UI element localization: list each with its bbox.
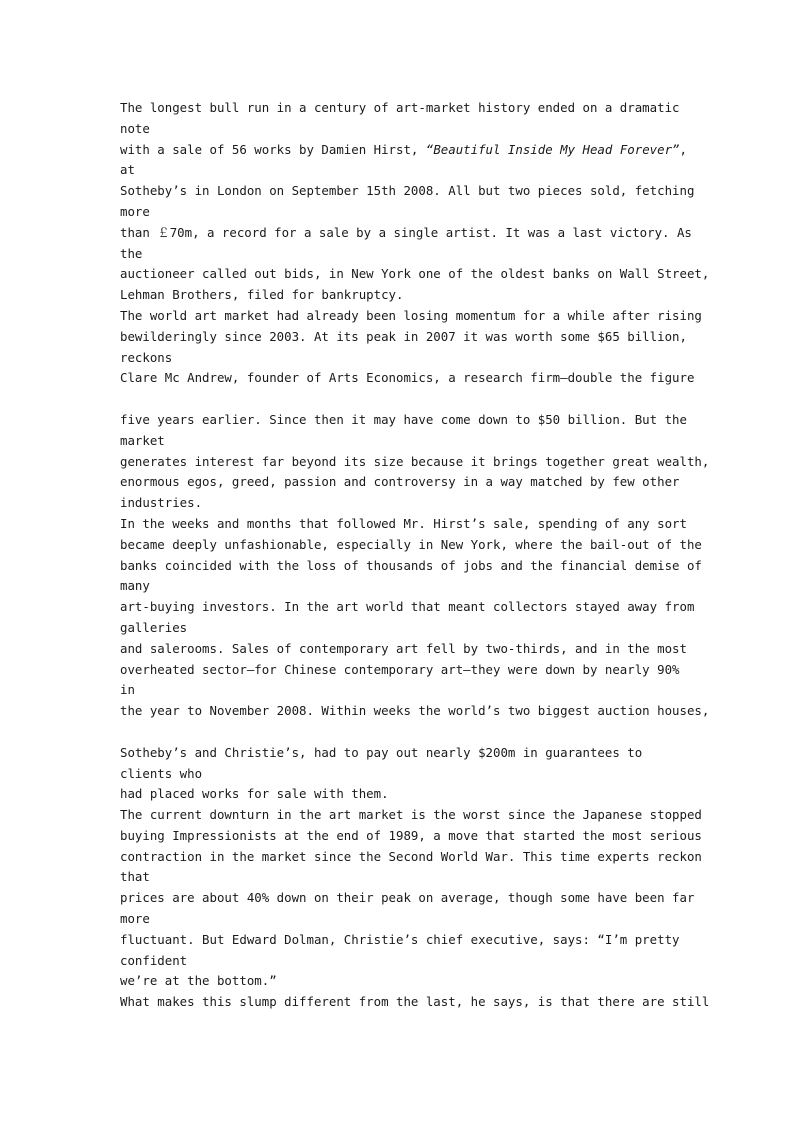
text-line: Sotheby’s and Christie’s, had to pay out nearly $200m in guarantees to bbox=[120, 744, 643, 760]
text-line: confident bbox=[120, 952, 188, 968]
text-line: that bbox=[120, 869, 150, 885]
text-line: Clare Mc Andrew, founder of Arts Economics, a research firm—double the figure bbox=[120, 370, 695, 386]
text-line: fluctuant. But Edward Dolman, Christie’s chief executive, says: “I’m pretty bbox=[120, 931, 680, 947]
text-line bbox=[120, 389, 720, 410]
text-line: and salerooms. Sales of contemporary art fell by two-thirds, and in the most bbox=[120, 640, 687, 656]
text-line: reckons bbox=[120, 349, 173, 365]
quoted-title: “Beautiful Inside My Head Forever” bbox=[425, 141, 680, 157]
text-line: the year to November 2008. Within weeks the world’s two biggest auction houses, bbox=[120, 703, 710, 719]
text-line: many bbox=[120, 578, 150, 594]
article-body bbox=[120, 98, 720, 1013]
text-line: What makes this slump different from the last, he says, is that there are still bbox=[120, 994, 710, 1010]
text-line: became deeply unfashionable, especially in New York, where the bail-out of the bbox=[120, 536, 702, 552]
text-span: , bbox=[679, 141, 687, 157]
text-line: note bbox=[120, 120, 150, 136]
text-line: generates interest far beyond its size because it brings together great wealth, bbox=[120, 453, 710, 469]
text-line: clients who bbox=[120, 765, 203, 781]
text-line: auctioneer called out bids, in New York one of the oldest banks on Wall Street, bbox=[120, 266, 710, 282]
text-line: we’re at the bottom.” bbox=[120, 973, 277, 989]
text-line: Sotheby’s in London on September 15th 2008. All but two pieces sold, fetching bbox=[120, 183, 695, 199]
text-line: prices are about 40% down on their peak on average, though some have been far bbox=[120, 890, 695, 906]
text-line: bewilderingly since 2003. At its peak in 2007 it was worth some $65 billion, bbox=[120, 328, 687, 344]
text-line: had placed works for sale with them. bbox=[120, 786, 389, 802]
text-line: five years earlier. Since then it may have come down to $50 billion. But the bbox=[120, 411, 687, 427]
text-line: banks coincided with the loss of thousands of jobs and the financial demise of bbox=[120, 557, 702, 573]
text-line: In the weeks and months that followed Mr. Hirst’s sale, spending of any sort bbox=[120, 515, 687, 531]
text-line: galleries bbox=[120, 619, 188, 635]
text-line: buying Impressionists at the end of 1989, a move that started the most serious bbox=[120, 827, 702, 843]
text-line bbox=[120, 140, 720, 161]
text-line: in bbox=[120, 682, 135, 698]
text-line: more bbox=[120, 911, 150, 927]
text-line bbox=[120, 722, 720, 743]
text-line: enormous egos, greed, passion and controversy in a way matched by few other bbox=[120, 474, 680, 490]
text-line: overheated sector—for Chinese contemporary art—they were down by nearly 90% bbox=[120, 661, 680, 677]
text-line: more bbox=[120, 203, 150, 219]
text-line: art-buying investors. In the art world that meant collectors stayed away from bbox=[120, 599, 695, 615]
text-line: The world art market had already been losing momentum for a while after rising bbox=[120, 307, 702, 323]
text-line: than ￡70m, a record for a sale by a single artist. It was a last victory. As bbox=[120, 224, 692, 240]
text-line: market bbox=[120, 432, 165, 448]
text-line: the bbox=[120, 245, 143, 261]
text-line: contraction in the market since the Second World War. This time experts reckon bbox=[120, 848, 702, 864]
text-span: with a sale of 56 works by Damien Hirst, bbox=[120, 141, 426, 157]
text-line: Lehman Brothers, filed for bankruptcy. bbox=[120, 287, 404, 303]
text-line: at bbox=[120, 162, 135, 178]
text-line: The current downturn in the art market is the worst since the Japanese stopped bbox=[120, 807, 702, 823]
text-line: industries. bbox=[120, 495, 203, 511]
text-line: The longest bull run in a century of art-market history ended on a dramatic bbox=[120, 100, 680, 115]
